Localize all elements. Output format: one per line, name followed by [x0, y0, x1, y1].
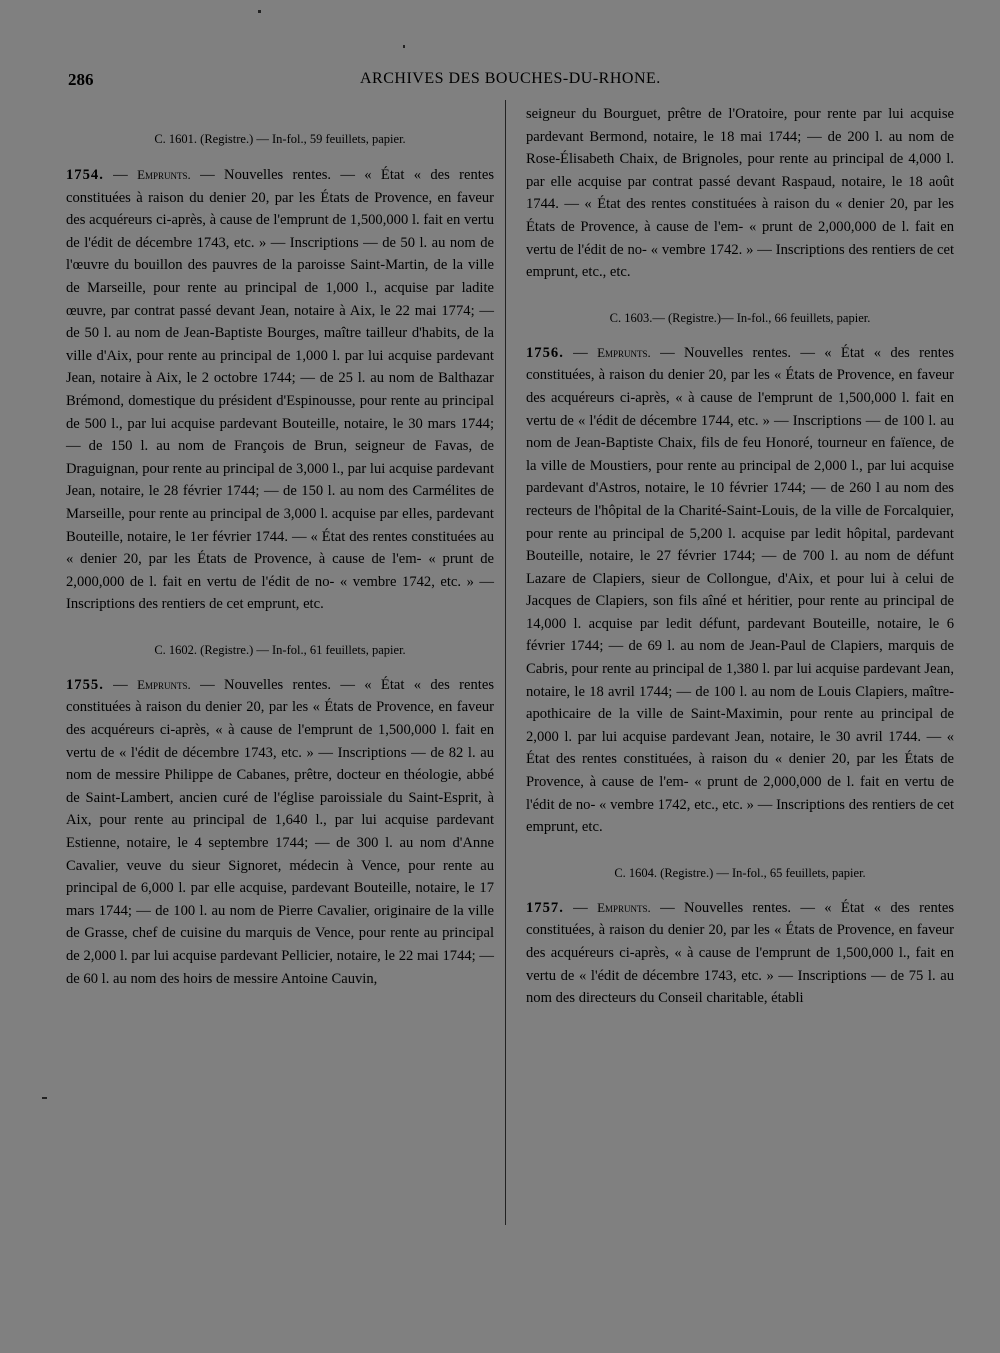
entry-cote: C. 1603.— (Registre.)— In-fol., 66 feuillets, papier. [609, 310, 871, 325]
entry-number: 1755. [66, 676, 104, 693]
entry-category: Emprunts. [137, 167, 191, 182]
entry-text: — Nouvelles rentes. — « État « des rentes constituées à raison du denier 20, par les « États de Provence, en faveur des acquéreurs ci-après, « à cause de l'emprunt de 1,500,000 l. fait en vertu de « l'édit de décembre 1743, etc. » — Inscriptions — de 82 l. au nom de messire Philippe de Cabanes, prêtre, docteur en théologie, abbé de Saint-Lambert, ancien curé de l'église paroissiale du Saint-Esprit, à Aix, pour rente au principal de 1,640 l., par lui acquise pardevant Estienne, notaire, le 4 septembre 1744; — de 300 l. au nom d'Anne Cavalier, veuve du sieur Signoret, médecin à Vence, pour rente au principal de 6,000 l. par elle acquise, pardevant Bouteille, notaire, le 17 mars 1744; — de 100 l. au nom de Pierre Cavalier, originaire de la ville de Grasse, chef de cuisine du marquis de Vence, pour rente au principal de 2,000 l. par lui acquise pardevant Pellicier, notaire, le 22 mai 1744; — de 60 l. au nom des hoirs de messire Antoine Cauvin, [66, 676, 494, 987]
running-title: ARCHIVES DES BOUCHES-DU-RHONE. [360, 70, 661, 87]
entry-1754: 1754. — Emprunts. — Nouvelles rentes. — « État « des rentes constituées à raison du denier 20, par les États de Provence, en faveur des acquéreurs ci-après, à cause de l'emprunt de 1,500,000 l. fait en vertu de l'édit de décembre 1743, etc. » — Inscriptions — de 50 l. au nom de l'œuvre du bouillon des pauvres de la paroisse Saint-Martin, de la ville de Marseille, pour rente au principal de 1,000 l., acquise par ladite œuvre, par contrat passé devant Jean, notaire à Aix, le 22 mai 1774; — de 50 l. au nom de Jean-Baptiste Bourges, maître tailleur d'habits, de la ville d'Aix, pour rente au principal de 1,000 l. par lui acquise pardevant Jean, notaire à Aix, le 2 octobre 1744; — de 25 l. au nom de Balthazar Brémond, domestique du président d'Espinousse, pour rente au principal de 500 l., par lui acquise pardevant Bouteille, notaire, le 30 mars 1744; — de 150 l. au nom de François de Brun, seigneur de Favas, de Draguignan, pour rente au principal de 3,000 l., par lui acquise pardevant Jean, notaire, le 28 février 1744; — de 150 l. au nom des Carmélites de Marseille, pour rente au principal de 3,000 l. acquise par elles, pardevant Bouteille, notaire, le 1er février 1744. — « État des rentes constituées au « denier 20, par les États de Provence, à cause de l'em- « prunt de 2,000,000 de l. fait en vertu de l'édit de no- « vembre 1742, etc. » — Inscriptions des rentiers de cet emprunt, etc. [66, 167, 494, 613]
entry-continuation: seigneur du Bourguet, prêtre de l'Oratoire, pour rente par lui acquise pardevant Bermond, notaire, le 18 mai 1744; — de 200 l. au nom de Rose-Élisabeth Chaix, de Brignoles, pour rente au principal de 4,000 l. par elle acquise par contrat passé devant Raspaud, notaire, le 18 août 1744. — « État des rentes constituées à raison du « denier 20, par les États de Provence, à cause de l'em- « prunt de 2,000,000 de l. fait en vertu de l'édit de no- « vembre 1742. » — Inscriptions des rentiers de cet emprunt, etc., etc. [526, 106, 954, 281]
entry-category: Emprunts. [597, 899, 651, 915]
page-number: 286 [68, 70, 94, 89]
entry-cote: C. 1602. (Registre.) — In-fol., 61 feuillets, papier. [154, 642, 406, 657]
entry-1756: 1756. — Emprunts. — Nouvelles rentes. — « État « des rentes constituées, à raison du denier 20, par les « États de Provence, en faveur des acquéreurs ci-après, « à cause de l'emprunt de 1,500,000 l. fait en vertu de « l'édit de décembre 1744, etc. » — Inscriptions — de 100 l. au nom de Jean-Baptiste Chaix, fils de feu Honoré, tourneur en faïence, de la ville de Moustiers, pour rente au principal de 2,000 l., par lui acquise pardevant d'Astros, notaire, le 10 février 1744; — de 260 l au nom des recteurs de l'hôpital de la Charité-Saint-Louis, de la ville de Forcalquier, pour rente au principal de 5,200 l. acquise par ledit hôpital, pardevant Bouteille, notaire, le 27 février 1744; — de 700 l. au nom de défunt Lazare de Clapiers, sieur de Collongue, d'Aix, et pour lui à celui de Jacques de Clapiers, son fils aîné et héritier, pour rente au principal de 14,000 l. acquise par ledit défunt, pardevant Bouteille, notaire, le 6 février 1744; — de 69 l. au nom de Jean-Paul de Clapiers, marquis de Cabris, pour rente au principal de 1,380 l. par lui acquise pardevant Jean, notaire, le 18 avril 1744; — de 100 l. au nom de Louis Clapiers, maître-apothicaire de la ville de Saint-Maximin, pour rente au principal de 2,000 l. par lui acquise pardevant Jean, notaire, le 30 avril 1744. — « État des rentes constituées, à raison du « denier 20, par les États de Provence, à cause de l'em- « prunt de 2,000,000 de l. fait en vertu de l'édit de no- « vembre 1742, etc., etc. » — Inscriptions des rentiers de cet emprunt, etc. [526, 344, 954, 836]
entry-category: Emprunts. [597, 344, 651, 360]
scan-speck [42, 1097, 47, 1099]
entry-category: Emprunts. [137, 676, 191, 692]
scan-speck [258, 10, 261, 13]
entry-text: — Nouvelles rentes. — « État « des rentes constituées à raison du denier 20, par les États de Provence, en faveur des acquéreurs ci-après, à cause de l'emprunt de 1,500,000 l. fait en vertu de l'édit de décembre 1743, etc. » — Inscriptions — de 50 l. au nom de l'œuvre du bouillon des pauvres de la paroisse Saint-Martin, de la ville de Marseille, pour rente au principal de 1,000 l., acquise par ladite œuvre, par contrat passé devant Jean, notaire à Aix, le 22 mai 1774; — de 50 l. au nom de Jean-Baptiste Bourges, maître tailleur d'habits, de la ville d'Aix, pour rente au principal de 1,000 l. par lui acquise pardevant Jean, notaire à Aix, le 2 octobre 1744; — de 25 l. au nom de Balthazar Brémond, domestique du président d'Espinousse, pour rente au principal de 500 l., par lui acquise pardevant Bouteille, notaire, le 30 mars 1744; — de 150 l. au nom de François de Brun, seigneur de Favas, de Draguignan, pour rente au principal de 3,000 l., par lui acquise pardevant Jean, notaire, le 28 février 1744; — de 150 l. au nom des Carmélites de Marseille, pour rente au principal de 3,000 l. acquise par elles, pardevant Bouteille, notaire, le 1er février 1744. — « État des rentes constituées au « denier 20, par les États de Provence, à cause de l'em- « prunt de 2,000,000 de l. fait en vertu de l'édit de no- « vembre 1742, etc. » — Inscriptions des rentiers de cet emprunt, etc. [66, 167, 494, 613]
scan-speck [403, 45, 405, 48]
entry-number: 1756. [526, 344, 564, 361]
entry-number: 1757. [526, 899, 564, 916]
entry-1757: 1757. — Emprunts. — Nouvelles rentes. — « État « des rentes constituées, à raison du denier 20, par les « États de Provence, en faveur des acquéreurs ci-après, « à cause de l'emprunt de 1,500,000 l., fait en vertu de « l'édit de décembre 1743, etc. » — Inscriptions — de 75 l. au nom des directeurs du Conseil charitable, établi [526, 899, 954, 1007]
right-column [526, 103, 954, 1010]
entry-1755: 1755. — Emprunts. — Nouvelles rentes. — « État « des rentes constituées à raison du denier 20, par les « États de Provence, en faveur des acquéreurs ci-après, « à cause de l'emprunt de 1,500,000 l. fait en vertu de « l'édit de décembre 1743, etc. » — Inscriptions — de 82 l. au nom de messire Philippe de Cabanes, prêtre, docteur en théologie, abbé de Saint-Lambert, ancien curé de l'église paroissiale du Saint-Esprit, à Aix, pour rente au principal de 1,640 l., par lui acquise pardevant Estienne, notaire, le 4 septembre 1744; — de 300 l. au nom d'Anne Cavalier, veuve du sieur Signoret, médecin à Vence, pour rente au principal de 6,000 l. par elle acquise, pardevant Bouteille, notaire, le 17 mars 1744; — de 100 l. au nom de Pierre Cavalier, originaire de la ville de Grasse, chef de cuisine du marquis de Vence, pour rente au principal de 2,000 l. par lui acquise pardevant Pellicier, notaire, le 22 mai 1744; — de 60 l. au nom des hoirs de messire Antoine Cauvin, [66, 676, 494, 987]
entry-cote: C. 1601. (Registre.) — In-fol., 59 feuillets, papier. [154, 132, 406, 146]
entry-cote: C. 1604. (Registre.) — In-fol., 65 feuillets, papier. [614, 865, 866, 880]
entry-text: — Nouvelles rentes. — « État « des rentes constituées, à raison du denier 20, par les « États de Provence, en faveur des acquéreurs ci-après, « à cause de l'emprunt de 1,500,000 l. fait en vertu de « l'édit de décembre 1744, etc. » — Inscriptions — de 100 l. au nom de Jean-Baptiste Chaix, fils de feu Honoré, tourneur en faïence, de la ville de Moustiers, pour rente au principal de 2,000 l., par lui acquise pardevant d'Astros, notaire, le 10 février 1744; — de 260 l au nom des recteurs de l'hôpital de la Charité-Saint-Louis, de la ville de Forcalquier, pour rente au principal de 5,200 l. acquise par ledit hôpital, pardevant Bouteille, notaire, le 27 février 1744; — de 700 l. au nom de défunt Lazare de Clapiers, sieur de Collongue, d'Aix, et pour lui à celui de Jacques de Clapiers, son fils aîné et héritier, pour rente au principal de 14,000 l. acquise par ledit défunt, pardevant Bouteille, notaire, le 6 février 1744; — de 69 l. au nom de Jean-Paul de Clapiers, marquis de Cabris, pour rente au principal de 1,380 l. par lui acquise pardevant Jean, notaire, le 18 avril 1744; — de 100 l. au nom de Louis Clapiers, maître-apothicaire de la ville de Saint-Maximin, pour rente au principal de 2,000 l. par lui acquise pardevant Jean, notaire, le 30 avril 1744. — « État des rentes constituées, à raison du « denier 20, par les États de Provence, à cause de l'em- « prunt de 2,000,000 de l. fait en vertu de l'édit de no- « vembre 1742, etc., etc. » — Inscriptions des rentiers de cet emprunt, etc. [526, 344, 954, 836]
left-column [66, 103, 494, 990]
entry-text: — Nouvelles rentes. — « État « des rentes constituées, à raison du denier 20, par les « États de Provence, en faveur des acquéreurs ci-après, « à cause de l'emprunt de 1,500,000 l., fait en vertu de « l'édit de décembre 1743, etc. » — Inscriptions — de 75 l. au nom des directeurs du Conseil charitable, établi [526, 899, 954, 1007]
column-divider [505, 100, 506, 1225]
entry-number: 1754. [66, 167, 104, 183]
